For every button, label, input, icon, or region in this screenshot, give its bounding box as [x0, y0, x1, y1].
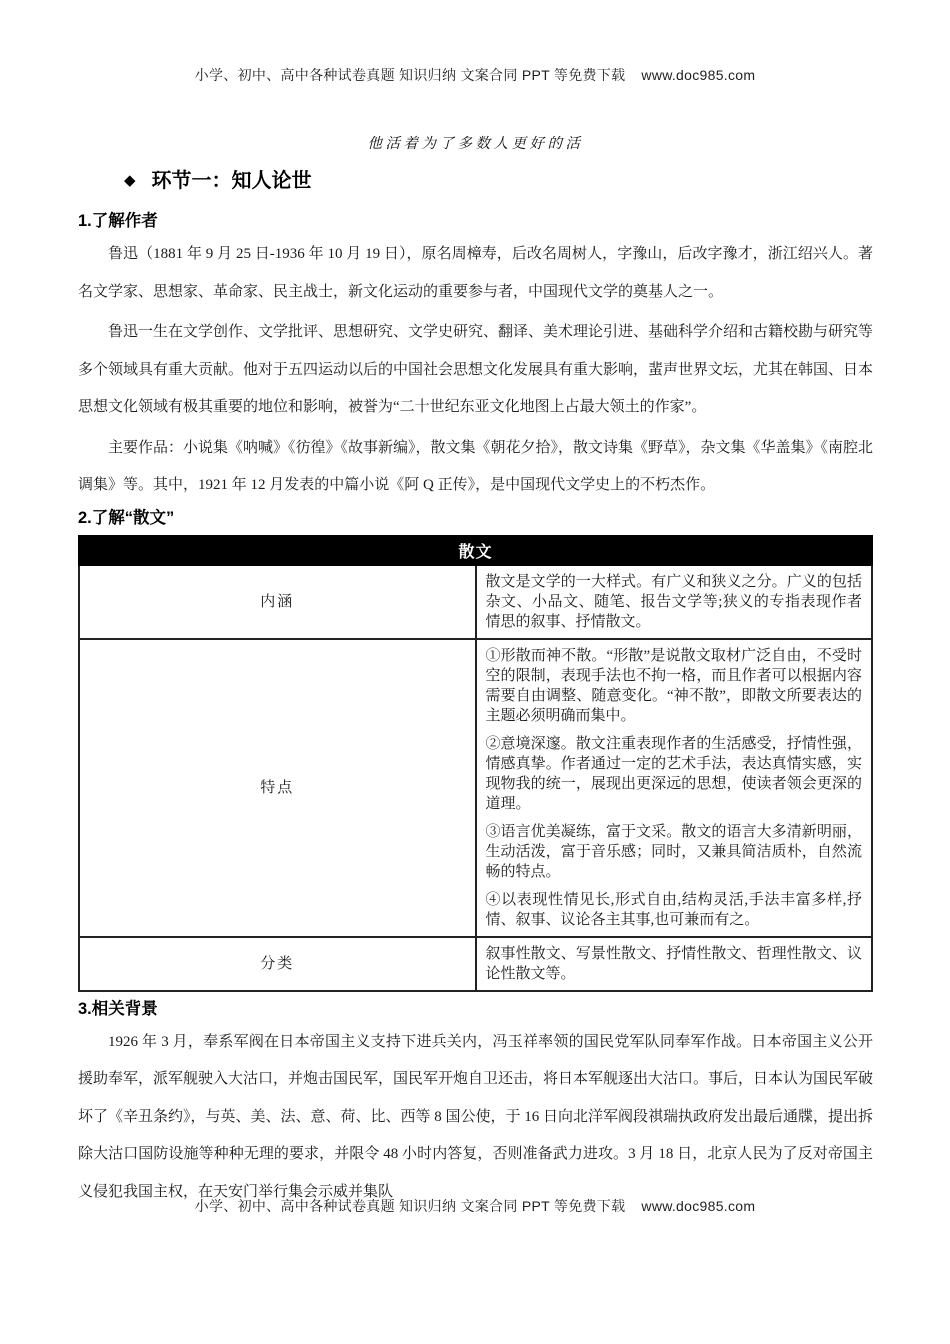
section-heading-text: 环节一：知人论世 [151, 170, 312, 192]
neihan-text: 散文是文学的一大样式。有广义和狭义之分。广义的包括杂文、小品文、随笔、报告文学等;狭义的专指表现作者情思的叙事、抒情散文。 [485, 573, 862, 630]
author-paragraph-2: 鲁迅一生在文学创作、文学批评、思想研究、文学史研究、翻译、美术理论引进、基础科学介绍和古籍校勘与研究等多个领域具有重大贡献。他对于五四运动以后的中国社会思想文化发展具有重大影响，蜚声世界文坛，尤其在韩国、日本思想文化领域有极其重要的地位和影响，被誉为“二十世纪东亚文化地图上占最大领土的作家”。 [78, 324, 874, 415]
background-paragraph: 1926 年 3 月，奉系军阀在日本帝国主义支持下进兵关内，冯玉祥率领的国民党军队同奉军作战。日本帝国主义公开援助奉军，派军舰驶入大沽口，并炮击国民军，国民军开炮自卫还击，将日本军舰逐出大沽口。事后，日本认为国民军破坏了《辛丑条约》，与英、美、法、意、荷、比、西等 8 国公使，于 16 日向北洋军阀段祺瑞执政府发出最后通牒，提出拆除大沽口国防设施等种种无理的要求，并限令 48 小时内答复，否则准备武力进攻。3 月 18 日，北京人民为了反对帝国主义侵犯我国主权，在天安门举行集会示威并集队 [78, 1033, 874, 1200]
page-footer [0, 1196, 950, 1216]
diamond-bullet-icon: ◆ [124, 172, 136, 189]
table-row-neihan [79, 565, 872, 639]
tedian-item-2: ②意境深邃。散文注重表现作者的生活感受，抒情性强，情感真挚。作者通过一定的艺术手法，表达真情实感，实现物我的统一，展现出更深远的思想，使读者领会更深的道理。 [485, 735, 862, 812]
footer-text: 小学、初中、高中各种试卷真题 知识归纳 文案合同 PPT 等免费下载 [194, 1198, 626, 1214]
author-paragraph-3: 主要作品：小说集《呐喊》《彷徨》《故事新编》，散文集《朝花夕拾》，散文诗集《野草》，杂文集《华盖集》《南腔北调集》等。其中，1921 年 12 月发表的中篇小说《阿 Q 正传》，是中国现代文学史上的不朽杰作。 [78, 439, 874, 493]
header-url: www.doc985.com [641, 67, 756, 83]
page-header [0, 65, 950, 85]
table-title: 散文 [79, 536, 872, 565]
document-body [78, 134, 873, 1211]
row-content-neihan [476, 565, 873, 639]
fenlei-text: 叙事性散文、写景性散文、抒情性散文、哲理性散文、议论性散文等。 [485, 945, 862, 982]
row-label-neihan: 内涵 [79, 565, 476, 639]
table-row-tedian [79, 639, 872, 937]
row-content-fenlei [476, 937, 873, 991]
row-label-tedian: 特点 [79, 639, 476, 937]
heading-know-author: 1.了解作者 [78, 212, 158, 230]
prose-definition-table [78, 535, 873, 992]
row-content-tedian [476, 639, 873, 937]
header-text: 小学、初中、高中各种试卷真题 知识归纳 文案合同 PPT 等免费下载 [194, 67, 626, 83]
author-paragraph-1: 鲁迅（1881 年 9 月 25 日-1936 年 10 月 19 日），原名周樟寿，后改名周树人，字豫山，后改字豫才，浙江绍兴人。著名文学家、思想家、革命家、民主战士，新文化运动的重要参与者，中国现代文学的奠基人之一。 [78, 246, 873, 300]
section-heading [78, 168, 873, 194]
row-label-fenlei: 分类 [79, 937, 476, 991]
doc-title: 他活着为了多数人更好的活 [367, 136, 584, 152]
tedian-item-3: ③语言优美凝练，富于文采。散文的语言大多清新明丽，生动活泼，富于音乐感；同时，又兼具简洁质朴，自然流畅的特点。 [485, 823, 862, 880]
tedian-item-1: ①形散而神不散。“形散”是说散文取材广泛自由，不受时空的限制，表现手法也不拘一格，而且作者可以根据内容需要自由调整、随意变化。“神不散”，即散文所要表达的主题必须明确而集中。 [485, 647, 862, 724]
heading-background: 3.相关背景 [78, 999, 158, 1018]
tedian-item-4: ④以表现性情见长,形式自由,结构灵活,手法丰富多样,抒情、叙事、议论各主其事,也可兼而有之。 [485, 891, 862, 928]
footer-url: www.doc985.com [641, 1198, 756, 1214]
table-title-row [79, 536, 872, 565]
heading-know-prose: 2.了解“散文” [78, 508, 175, 527]
table-row-fenlei [79, 937, 872, 991]
